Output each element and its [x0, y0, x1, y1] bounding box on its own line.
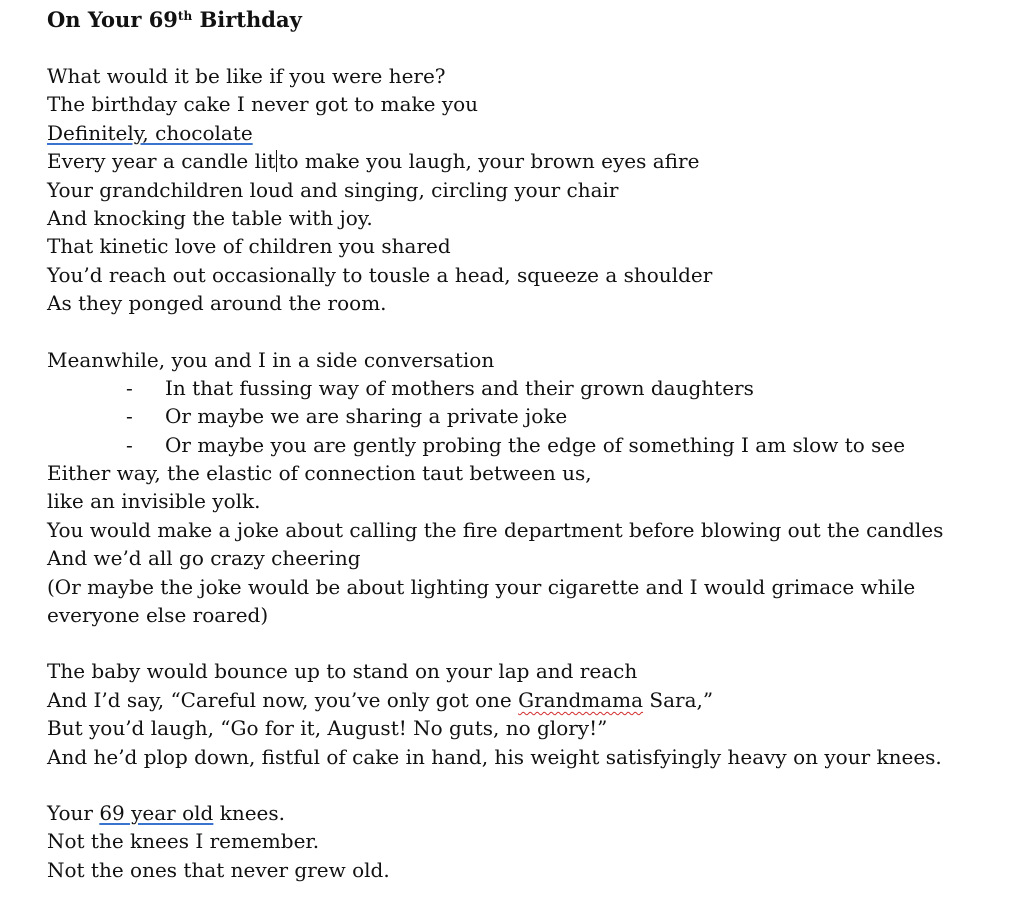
stanza-gap — [47, 771, 1024, 799]
stanza-2 — [47, 346, 1024, 630]
poem-title: On Your 69th Birthday — [47, 7, 302, 32]
poem-line: everyone else roared) — [47, 603, 269, 628]
poem-line: Meanwhile, you and I in a side conversation — [47, 347, 495, 372]
poem-line: The birthday cake I never got to make you — [47, 92, 479, 117]
dash-marker: - — [126, 432, 133, 457]
stanza-gap — [47, 629, 1024, 657]
poem-line: And I’d say, “Careful now, you’ve only got one Grandmama Sara,” — [47, 687, 714, 712]
poem-line: And we’d all go crazy cheering — [47, 546, 361, 571]
poem-line: Not the knees I remember. — [47, 829, 320, 854]
stanza-1 — [47, 62, 1024, 318]
poem-line: Your 69 year old knees. — [47, 800, 285, 825]
poem-line: Either way, the elastic of connection taut between us, — [47, 461, 592, 486]
stanza-3 — [47, 657, 1024, 771]
stanza-4 — [47, 799, 1024, 884]
spelling-flag[interactable]: Grandmama — [518, 687, 644, 712]
grammar-flag[interactable]: Definitely, chocolate — [47, 120, 253, 145]
bullet-item: - Or maybe we are sharing a private joke — [47, 402, 1024, 430]
poem-line: Every year a candle lit to make you laugh, your brown eyes afire — [47, 149, 700, 174]
poem-line — [47, 119, 1024, 147]
poem-line: You’d reach out occasionally to tousle a head, squeeze a shoulder — [47, 262, 713, 287]
dash-marker: - — [126, 375, 133, 400]
poem-line: And knocking the table with joy. — [47, 205, 373, 230]
poem-line: That kinetic love of children you shared — [47, 234, 451, 259]
poem-line: Not the ones that never grew old. — [47, 857, 390, 882]
title-superscript: th — [177, 9, 193, 23]
stanza-gap — [47, 318, 1024, 346]
poem-line: What would it be like if you were here? — [47, 64, 446, 88]
poem-line: As they ponged around the room. — [47, 291, 387, 316]
bullet-item: - Or maybe you are gently probing the edge of something I am slow to see — [47, 431, 1024, 459]
poem-line: But you’d laugh, “Go for it, August! No guts, no glory!” — [47, 716, 608, 741]
grammar-flag[interactable]: 69 year old — [99, 800, 214, 825]
poem-line: You would make a joke about calling the fire department before blowing out the candles — [47, 517, 944, 542]
bullet-item: - In that fussing way of mothers and their grown daughters — [47, 374, 1024, 402]
poem-line: (Or maybe the joke would be about lighting your cigarette and I would grimace while — [47, 574, 916, 599]
poem-line: The baby would bounce up to stand on your lap and reach — [47, 659, 638, 684]
poem-line: like an invisible yolk. — [47, 489, 261, 514]
poem-line: Your grandchildren loud and singing, circling your chair — [47, 177, 619, 202]
poem-line: And he’d plop down, fistful of cake in hand, his weight satisfyingly heavy on your knees. — [47, 744, 942, 769]
dash-marker: - — [126, 404, 133, 429]
